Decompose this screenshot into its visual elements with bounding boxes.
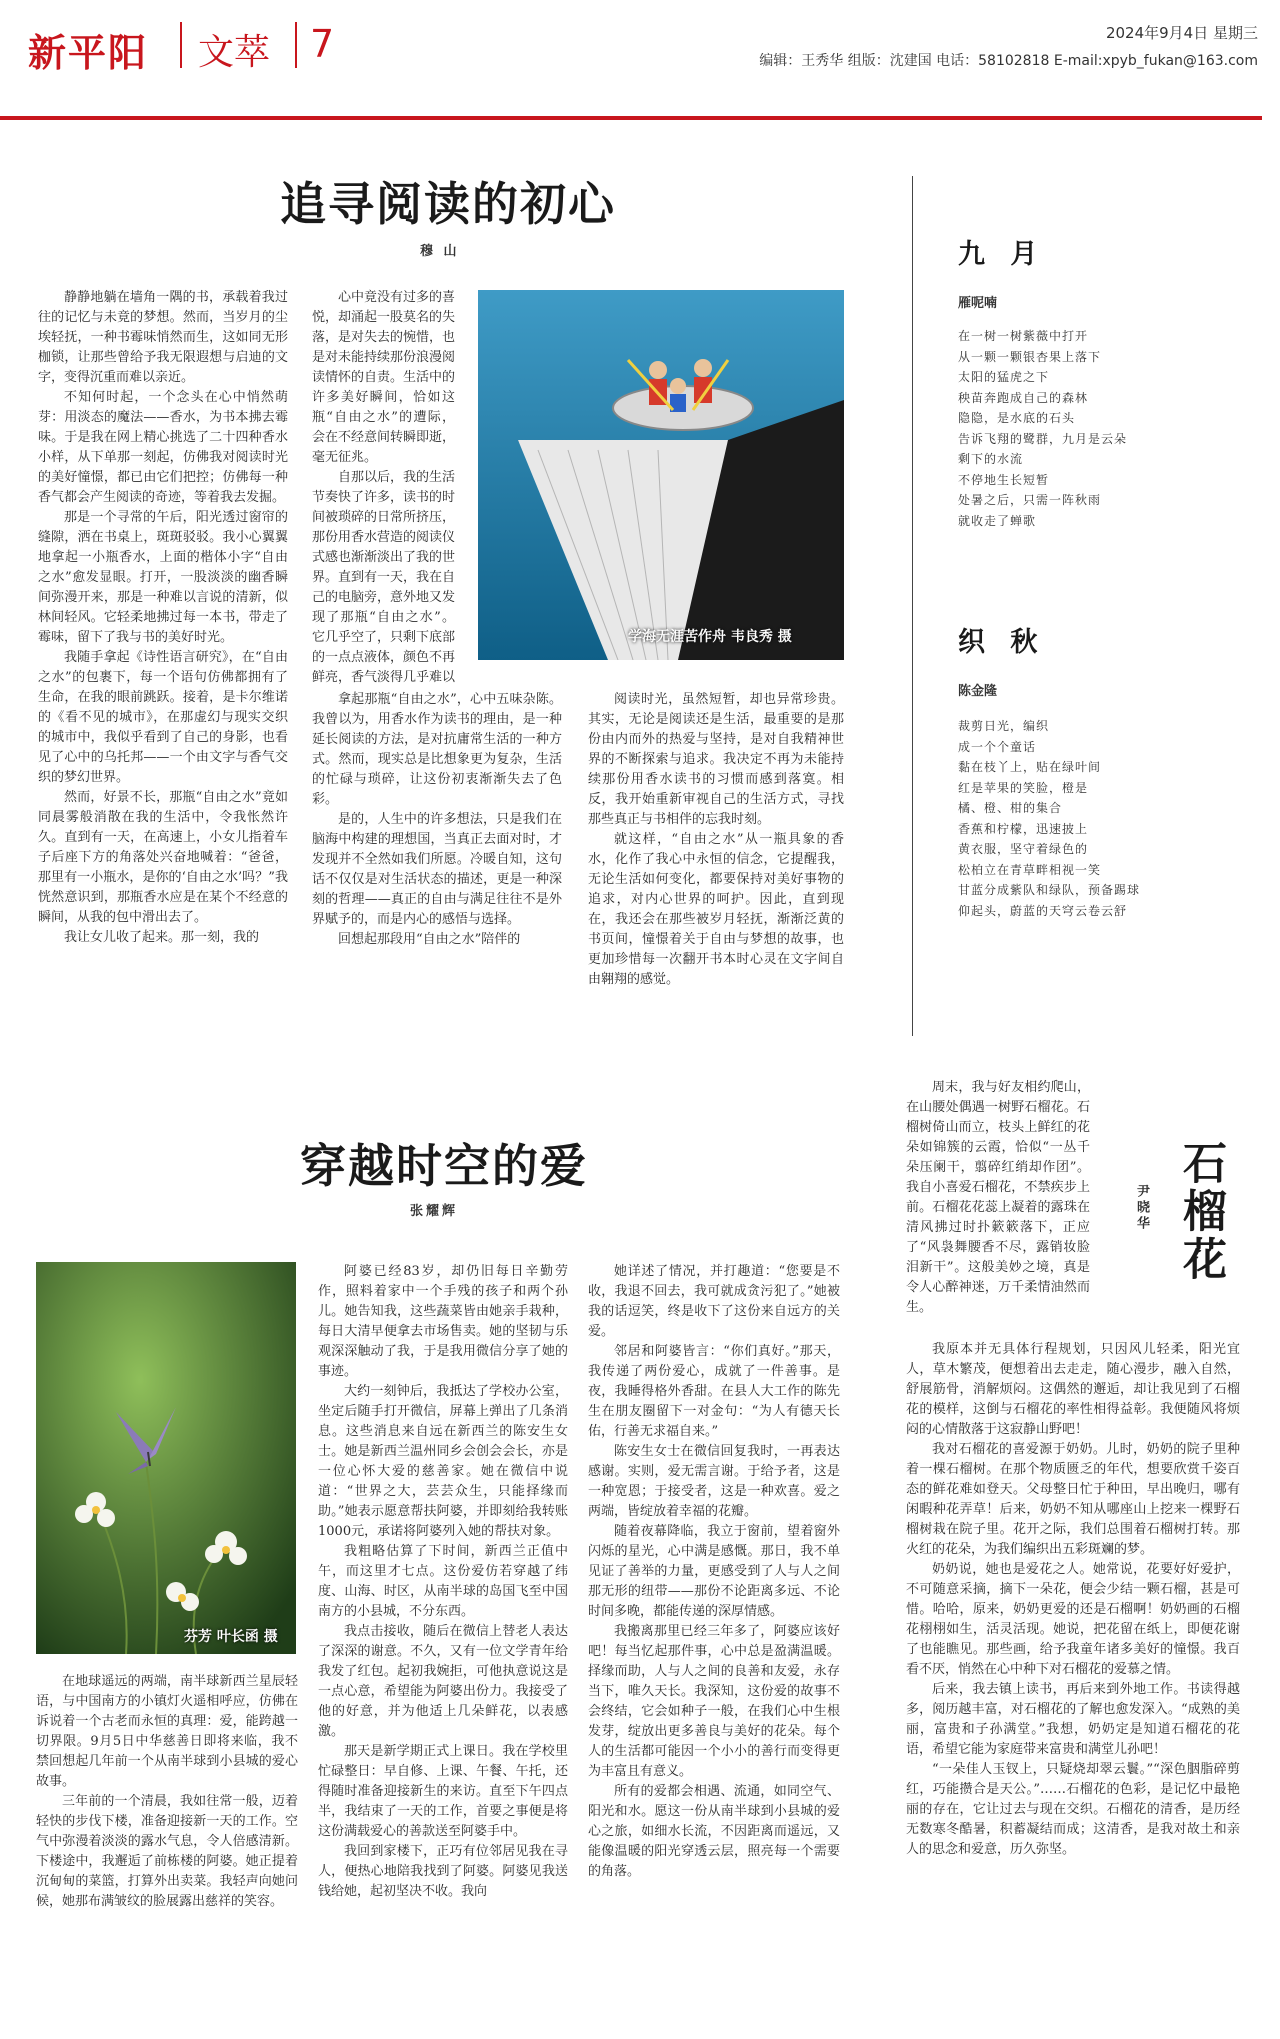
poem-body (958, 716, 1140, 921)
poem-line: 处暑之后，只需一阵秋雨 (958, 493, 1102, 507)
paragraph: 我搬离那里已经三年多了，阿婆应该好吧！每当忆起那件事，心中总是盈满温暖。择缘而助，人与人之间的良善和友爱，永存当下，唯久天长。我深知，这份爱的故事不会终结，它会如种子一般，在我们心中生根发芽，绽放出更多善良与美好的花朵。每个人的生活都可能因一个小小的善行而变得更为丰富且有意义。 (588, 1624, 840, 1779)
paragraph: 那是一个寻常的午后，阳光透过窗帘的缝隙，洒在书桌上，斑斑驳驳。我小心翼翼地拿起一小瓶香水，上面的楷体小字“自由之水”愈发显眼。打开，一股淡淡的幽香瞬间弥漫开来，那是一种难以言说的清新，似林间轻风。它轻柔地拂过每一本书，带走了霉味，留下了我与书的美好时光。 (38, 510, 288, 645)
book-photo-illustration (478, 290, 844, 660)
paragraph: 我让女儿收了起来。那一刻，我的 (64, 930, 260, 945)
paragraph: 拿起那瓶“自由之水”，心中五味杂陈。我曾以为，用香水作为读书的理由，是一种延长阅读的方法，是对抗庸常生活的一种方式。然而，现实总是比想象更为复杂，生活的忙碌与琐碎，让这份初衷渐渐失去了色彩。 (312, 692, 562, 807)
paragraph: 我原本并无具体行程规划，只因风儿轻柔，阳光宜人，草木繁茂，便想着出去走走，随心漫步，融入自然，舒展筋骨，消解烦闷。这偶然的邂逅，却让我见到了石榴花的模样，这倒与石榴花的率性相得益彰。我便随风将烦闷的心情散落于这寂静山野吧！ (906, 1342, 1240, 1437)
paragraph: 所有的爱都会相遇、流通，如同空气、阳光和水。愿这一份从南半球到小县城的爱心之旅，如细水长流，不因距离而遥远，又能像温暖的阳光穿透云层，照亮每一个需要的角落。 (588, 1784, 840, 1879)
paragraph: 阅读时光，虽然短暂，却也异常珍贵。其实，无论是阅读还是生活，最重要的是那份由内而外的热爱与坚持，是对自我精神世界的不断探索与追求。我决定不再为未能持续那份用香水读书的习惯而感到落寞。相反，我开始重新审视自己的生活方式，寻找那些真正与书相伴的忘我时刻。 (588, 692, 844, 827)
masthead-separator (180, 22, 182, 68)
photo-caption: 学海无涯苦作舟 韦良秀 摄 (628, 629, 792, 645)
issue-date: 2024年9月4日 星期三 (1105, 24, 1258, 42)
poem-line: 仰起头，蔚蓝的天穹云卷云舒 (958, 903, 1128, 918)
poem-line: 隐隐，是水底的石头 (958, 411, 1076, 425)
paragraph: 我粗略估算了下时间，新西兰正值中午，而这里才七点。这份爱仿若穿越了纬度、山海、时区，从南半球的岛国飞至中国南方的小县城，不分东西。 (318, 1544, 568, 1619)
paragraph: 然而，好景不长，那瓶“自由之水”竟如同晨雾般消散在我的生活中，令我怅然许久。直到有一天，在高速上，小女儿指着车子后座下方的角落处兴奋地喊着：“爸爸，那里有一小瓶水，是你的‘自由之水’吗？”我恍然意识到，那瓶香水应是在某个不经意的瞬间，从我的包中滑出去了。 (38, 790, 288, 925)
poem-line: 就收走了蝉歌 (958, 513, 1037, 528)
poem-line: 秧苗奔跑成自己的森林 (958, 390, 1089, 405)
masthead-rule (0, 116, 1262, 120)
paragraph: 在地球遥远的两端，南半球新西兰星辰轻语，与中国南方的小镇灯火遥相呼应，仿佛在诉说着一个古老而永恒的真理：爱，能跨越一切界限。9月5日中华慈善日即将来临，我不禁回想起几年前一个从南半球到小县城的爱心故事。 (36, 1674, 298, 1789)
article-column (318, 1262, 568, 2014)
article-column (588, 1262, 840, 2014)
paragraph: 陈安生女士在微信回复我时，一再表达感谢。实则，爱无需言谢。于给予者，这是一种宽恩；于接受者，这是一种欢喜。爱之两端，皆绽放着幸福的花瓣。 (588, 1444, 840, 1519)
article-title: 追寻阅读的初心 (280, 177, 616, 231)
poem-body (958, 326, 1127, 531)
poem-author: 雁呢喃 (958, 296, 998, 311)
paragraph: 后来，我去镇上读书，再后来到外地工作。书读得越多，阅历越丰富，对石榴花的了解也愈发深入。“成熟的美丽，富贵和子孙满堂。”我想，奶奶定是知道石榴花的花语，希望它能为家庭带来富贵和满堂儿孙吧！ (906, 1682, 1240, 1757)
poem-line: 红是苹果的笑脸，橙是 (958, 780, 1089, 795)
paragraph: 奶奶说，她也是爱花之人。她常说，花要好好爱护，不可随意采摘，摘下一朵花，便会少结一颗石榴，甚是可惜。哈哈，原来，奶奶更爱的还是石榴啊！奶奶画的石榴花栩栩如生，活灵活现。她说，把花留在纸上，即便花谢了也能瞧见。那些画，给予我童年诸多美好的憧憬。我百看不厌，悄然在心中种下对石榴花的爱慕之情。 (906, 1562, 1240, 1677)
article-column (906, 1340, 1240, 2020)
sidebar-divider (912, 176, 913, 1036)
poem-line: 黏在枝丫上，贴在绿叶间 (958, 760, 1102, 774)
article-column (36, 1672, 298, 2012)
poem-line: 不停地生长短暂 (958, 472, 1050, 487)
paragraph: 我对石榴花的喜爱源于奶奶。儿时，奶奶的院子里种着一棵石榴树。在那个物质匮乏的年代，想要欣赏千姿百态的鲜花难如登天。父母整日忙于种田，早出晚归，哪有闲暇种花弄草！后来，奶奶不知从哪座山上挖来一棵野石榴树栽在院子里。花开之际，我们总围着石榴树打转。那火红的花朵，为我们编织出五彩斑斓的梦。 (906, 1442, 1240, 1557)
paragraph: 心中竟没有过多的喜悦，却涌起一股莫名的失落，是对失去的惋惜，也是对未能持续那份浪漫阅读情怀的自责。生活中的许多美好瞬间，恰如这瓶“自由之水”的遭际，会在不经意间转瞬即逝，毫无征兆。 (312, 290, 455, 465)
poem-line: 在一树一树紫薇中打开 (958, 329, 1089, 343)
poem-line: 太阳的猛虎之下 (958, 370, 1050, 384)
poem-line: 黄衣服，坚守着绿色的 (958, 842, 1089, 856)
article-author: 尹晓华 (1134, 1184, 1149, 1232)
article-title: 穿越时空的爱 (300, 1139, 588, 1193)
paragraph: 那天是新学期正式上课日。我在学校里忙碌整日：早自修、上课、午餐、午托，还得随时准备迎接新生的来访。直至下午四点半，我结束了一天的工作，首要之事便是将这份满载爱心的善款送至阿婆手中。 (318, 1744, 568, 1839)
photo-book-rafting (478, 290, 844, 660)
article-column (588, 690, 844, 1020)
article-author: 穆 山 (420, 244, 460, 259)
paragraph: 她详述了情况，并打趣道：“您要是不收，我退不回去，我可就成贪污犯了。”她被我的话逗笑，终是收下了这份来自远方的关爱。 (588, 1264, 840, 1339)
poem-line: 成一个个童话 (958, 739, 1037, 754)
article-column (312, 690, 562, 1020)
poem-title: 织 秋 (958, 627, 1046, 658)
poem-line: 松柏立在青草畔相视一笑 (958, 862, 1102, 877)
photo-butterfly-flowers (36, 1262, 296, 1654)
page-number: 7 (310, 22, 335, 66)
editor-info: 编辑：王秀华 组版：沈建国 电话：58102818 E-mail:xpyb_fukan@163.com (759, 53, 1258, 69)
article-author: 张耀辉 (410, 1204, 459, 1219)
paragraph: 我随手拿起《诗性语言研究》，在“自由之水”的包裹下，每一个语句仿佛都拥有了生命，在我的眼前跳跃。接着，是卡尔维诺的《看不见的城市》，在那虚幻与现实交织的城市中，我似乎看到了自己的身影，也看见了心中的乌托邦——一个由文字与香气交织的梦幻世界。 (38, 650, 288, 785)
paragraph: 我回到家楼下，正巧有位邻居见我在寻人，便热心地陪我找到了阿婆。阿婆见我送钱给她，起初坚决不收。我向 (318, 1844, 568, 1899)
paragraph: 就这样，“自由之水”从一瓶具象的香水，化作了我心中永恒的信念，它提醒我，无论生活如何变化，都要保持对美好事物的追求，对内心世界的呵护。因此，直到现在，我还会在那些被岁月轻抚，渐渐泛黄的书页间，憧憬着关于自由与梦想的故事，也更加珍惜每一次翻开书本时心灵在文字间自由翱翔的感觉。 (588, 832, 844, 987)
poem-line: 香蕉和柠檬，迅速披上 (958, 821, 1089, 836)
article-title-vertical: 石榴花 (1175, 1140, 1226, 1284)
paragraph: 不知何时起，一个念头在心中悄然萌芽：用淡态的魔法——香水，为书本拂去霉味。于是我在网上精心挑选了二十四种香水小样，从下单那一刻起，仿佛我对阅读时光的美好憧憬，都已由它们把控；仿佛每一种香气都会产生阅读的奇迹，等着我去发掘。 (38, 390, 288, 505)
paragraph: 三年前的一个清晨，我如往常一般，迈着轻快的步伐下楼，准备迎接新一天的工作。空气中弥漫着淡淡的露水气息，令人倍感清新。下楼途中，我邂逅了前栋楼的阿婆。她正提着沉甸甸的菜篮，打算外出卖菜。我轻声向她问候，她那布满皱纹的脸展露出慈祥的笑容。 (36, 1794, 298, 1909)
paragraph: 回想起那段用“自由之水”陪伴的 (338, 932, 521, 947)
poem-title: 九 月 (958, 239, 1046, 270)
paragraph: 周末，我与好友相约爬山，在山腰处偶遇一树野石榴花。石榴树倚山而立，枝头上鲜红的花朵如锦簇的云霞，恰似“一丛千朵压阑干，翦碎红绡却作团”。我自小喜爱石榴花，不禁疾步上前。石榴花花蕊上凝着的露珠在清风拂过时扑簌簌落下，正应了“风袅舞腰香不尽，露销妆脸泪新干”。这般美妙之境，真是令人心醉神迷，万千柔情油然而生。 (906, 1080, 1090, 1315)
paragraph: 自那以后，我的生活节奏快了许多，读书的时间被琐碎的日常所挤压，那份用香水营造的阅读仪式感也渐渐淡出了我的世界。直到有一天，我在自己的电脑旁，意外地又发现了那瓶“自由之水”。它几乎空了，只剩下底部的一点点液体，颜色不再鲜亮，香气淡得几乎难以 (312, 470, 455, 685)
article-column (312, 288, 455, 686)
article-column (38, 288, 288, 1018)
paragraph: 是的，人生中的许多想法，只是我们在脑海中构建的理想国，当真正去面对时，才发现并不全然如我们所愿。冷暖自知，这句话不仅仅是对生活状态的描述，更是一种深刻的哲理——真正的自由与满足往往不是外界赋予的，而是内心的感悟与选择。 (312, 812, 562, 927)
paragraph: “一朵佳人玉钗上，只疑烧却翠云鬟。”“深色胭脂碎剪红，巧能攒合是天公。”……石榴花的色彩，是记忆中最艳丽的存在，它让过去与现在交织。石榴花的清香，是历经无数寒冬酷暑，积蓄凝结而成；这清香，是我对故土和亲人的思念和爱意，历久弥坚。 (906, 1762, 1240, 1857)
poem-line: 告诉飞翔的鹭群，九月是云朵 (958, 431, 1128, 446)
poem-line: 从一颗一颗银杏果上落下 (958, 349, 1102, 364)
poem-line: 甘蓝分成紫队和绿队，预备踢球 (958, 883, 1141, 897)
newspaper-logo: 新平阳 (28, 30, 149, 75)
photo-caption: 芬芳 叶长函 摄 (184, 1629, 278, 1645)
poem-line: 裁剪日光，编织 (958, 719, 1050, 733)
article-column (906, 1078, 1090, 1340)
paragraph: 邻居和阿婆皆言：“你们真好。”那天，我传递了两份爱心，成就了一件善事。是夜，我睡得格外香甜。在县人大工作的陈先生在朋友圈留下一对金句：“为人有德天长佑，行善无求福自来。” (588, 1344, 840, 1439)
section-name: 文萃 (198, 32, 271, 73)
poem-line: 剩下的水流 (958, 452, 1024, 466)
poem-line: 橘、橙、柑的集合 (958, 801, 1063, 815)
paragraph: 我点击接收，随后在微信上替老人表达了深深的谢意。不久，又有一位文学青年给我发了红包。起初我婉拒，可他执意说这是一点心意，希望能为阿婆出份力。我接受了他的好意，并为他适上几朵鲜花，以表感激。 (318, 1624, 568, 1739)
paragraph: 大约一刻钟后，我抵达了学校办公室，坐定后随手打开微信，屏幕上弹出了几条消息。这些消息来自远在新西兰的陈安生女士。她是新西兰温州同乡会创会会长，亦是一位心怀大爱的慈善家。她在微信中说道：“世界之大，芸芸众生，只能择缘而助。”她表示愿意帮扶阿婆，并即刻给我转账1000元，承诺将阿婆列入她的帮扶对象。 (318, 1384, 568, 1539)
poem-author: 陈金隆 (958, 684, 998, 699)
butterfly-photo-illustration (36, 1262, 296, 1654)
masthead-separator (295, 22, 297, 68)
paragraph: 静静地躺在墙角一隅的书，承载着我过往的记忆与未竟的梦想。然而，当岁月的尘埃轻抚，一种书霉味悄然而生，这如同无形枷锁，让那些曾给予我无限遐想与启迪的文字，变得沉重而难以亲近。 (38, 290, 288, 385)
paragraph: 随着夜幕降临，我立于窗前，望着窗外闪烁的星光，心中满是感慨。那日，我不单见证了善举的力量，更感受到了人与人之间那无形的纽带——那份不论距离多远、不论时间多晚，都能传递的深厚情感。 (588, 1524, 840, 1619)
paragraph: 阿婆已经83岁，却仍旧每日辛勤劳作，照料着家中一个手残的孩子和两个孙儿。她告知我，这些蔬菜皆由她亲手栽种，每日大清早便拿去市场售卖。她的坚韧与乐观深深触动了我，于是我用微信分享了她的事迹。 (318, 1264, 568, 1379)
